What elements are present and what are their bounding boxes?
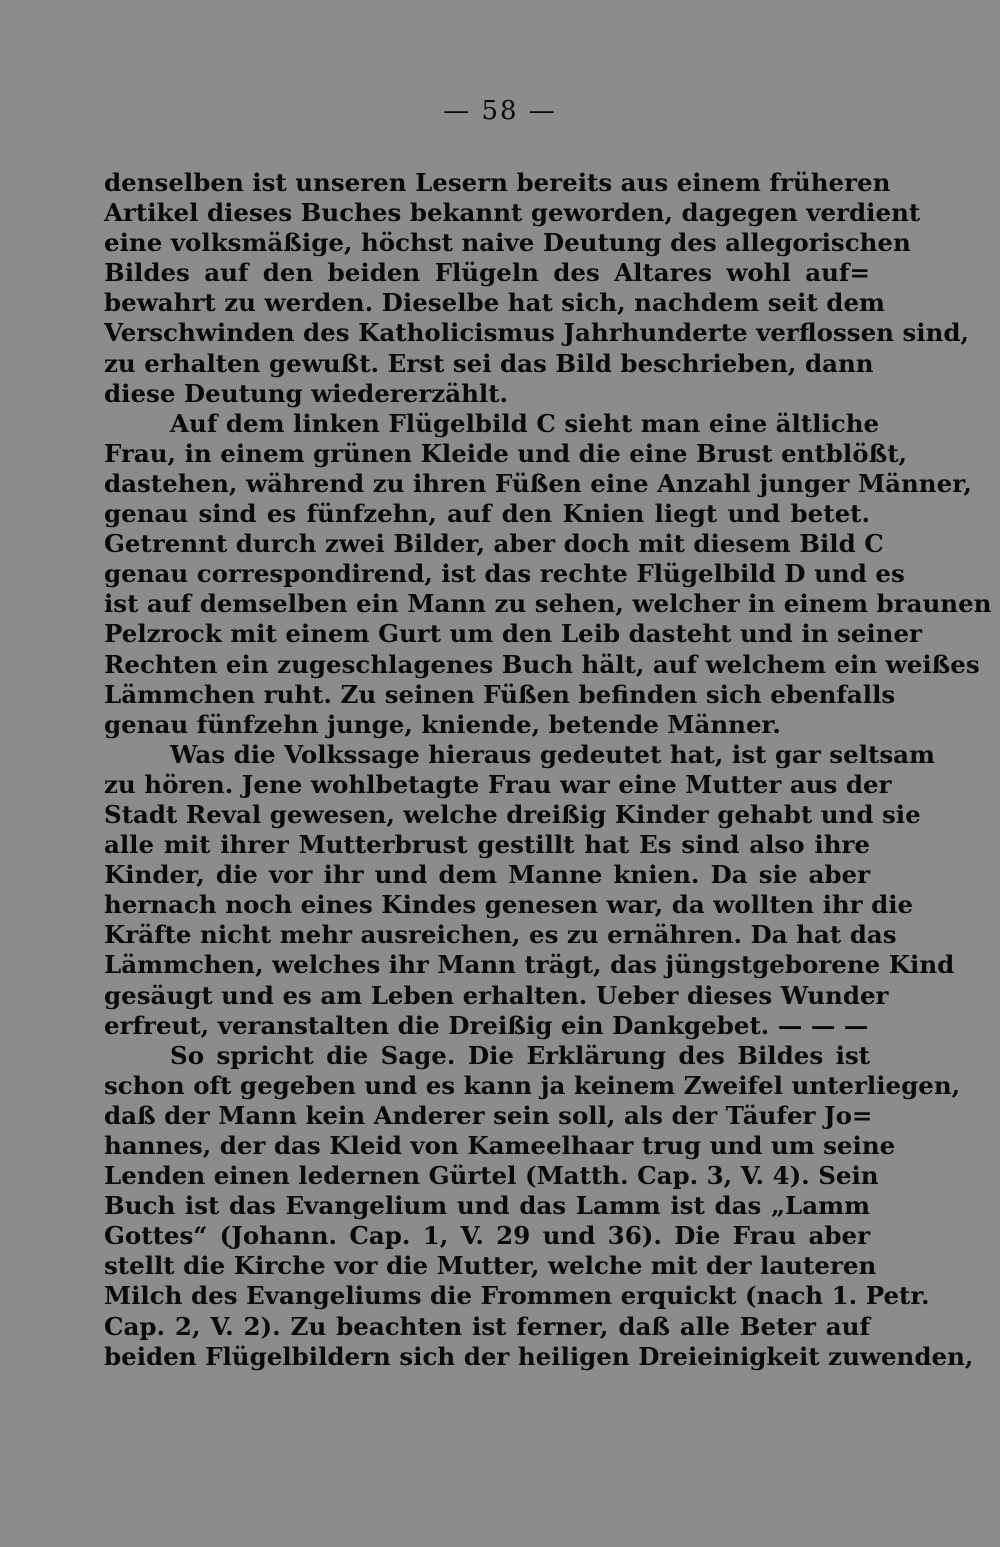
text-line: Kinder, die vor ihr und dem Manne knien. Da sie aber	[104, 860, 870, 890]
text-line: dastehen, während zu ihren Füßen eine Anzahl junger Männer,	[104, 468, 972, 498]
text-line: Cap. 2, V. 2). Zu beachten ist ferner, daß alle Beter auf	[104, 1311, 870, 1341]
text-line: Stadt Reval gewesen, welche dreißig Kinder gehabt und sie	[104, 799, 921, 829]
text-line: alle mit ihrer Mutterbrust gestillt hat Es sind also ihre	[104, 830, 870, 860]
text-line: Kräfte nicht mehr ausreichen, es zu ernähren. Da hat das	[104, 920, 897, 950]
text-line: schon oft gegeben und es kann ja keinem Zweifel unterliegen,	[104, 1070, 961, 1100]
text-line: ist auf demselben ein Mann zu sehen, welcher in einem braunen	[104, 589, 992, 619]
text-line: So spricht die Sage. Die Erklärung des Bildes ist	[170, 1040, 870, 1070]
text-line: Lämmchen, welches ihr Mann trägt, das jüngstgeborene Kind	[104, 950, 955, 980]
text-line: Frau, in einem grünen Kleide und die eine Brust entblößt,	[104, 438, 908, 468]
text-line: zu hören. Jene wohlbetagte Frau war eine Mutter aus der	[104, 769, 892, 799]
body-text	[104, 168, 992, 1372]
text-line: eine volksmäßige, höchst naive Deutung des allegorischen	[104, 228, 911, 258]
text-line: Verschwinden des Katholicismus Jahrhunderte verflossen sind,	[104, 318, 970, 348]
text-line: stellt die Kirche vor die Mutter, welche mit der lauteren	[104, 1251, 877, 1281]
text-line: Milch des Evangeliums die Frommen erquickt (nach 1. Petr.	[104, 1281, 930, 1311]
text-line: Rechten ein zugeschlagenes Buch hält, auf welchem ein weißes	[104, 649, 980, 679]
text-line: Bildes auf den beiden Flügeln des Altares wohl auf=	[104, 258, 870, 288]
text-line: zu erhalten gewußt. Erst sei das Bild beschrieben, dann	[104, 348, 874, 378]
text-line: diese Deutung wiedererzählt.	[104, 378, 509, 408]
text-line: erfreut, veranstalten die Dreißig ein Dankgebet. — — —	[104, 1010, 869, 1040]
text-line: Lenden einen ledernen Gürtel (Matth. Cap. 3, V. 4). Sein	[104, 1161, 879, 1191]
text-line: genau fünfzehn junge, kniende, betende Männer.	[104, 709, 781, 739]
text-line: Getrennt durch zwei Bilder, aber doch mit diesem Bild C	[104, 529, 884, 559]
text-line: gesäugt und es am Leben erhalten. Ueber dieses Wunder	[104, 980, 889, 1010]
text-line: beiden Flügelbildern sich der heiligen Dreieinigkeit zuwenden,	[104, 1341, 974, 1371]
text-line: genau correspondirend, ist das rechte Flügelbild D und es	[104, 559, 905, 589]
text-line: daß der Mann kein Anderer sein soll, als der Täufer Jo=	[104, 1100, 873, 1130]
text-line: Buch ist das Evangelium und das Lamm ist das „Lamm	[104, 1191, 870, 1221]
text-line: Was die Volkssage hieraus gedeutet hat, ist gar seltsam	[170, 739, 935, 769]
text-line: hernach noch eines Kindes genesen war, da wollten ihr die	[104, 890, 914, 920]
text-line: genau sind es fünfzehn, auf den Knien liegt und betet.	[104, 499, 870, 529]
text-line: Gottes“ (Johann. Cap. 1, V. 29 und 36). Die Frau aber	[104, 1221, 870, 1251]
text-line: Artikel dieses Buches bekannt geworden, dagegen verdient	[104, 198, 921, 228]
text-line: Pelzrock mit einem Gurt um den Leib dasteht und in seiner	[104, 619, 922, 649]
page-number: — 58 —	[443, 96, 557, 126]
text-line: denselben ist unseren Lesern bereits aus einem früheren	[104, 168, 891, 197]
text-line: bewahrt zu werden. Dieselbe hat sich, nachdem seit dem	[104, 288, 885, 318]
text-line: Auf dem linken Flügelbild C sieht man eine ältliche	[170, 408, 880, 438]
text-line: Lämmchen ruht. Zu seinen Füßen befinden sich ebenfalls	[104, 679, 896, 709]
text-line: hannes, der das Kleid von Kameelhaar trug und um seine	[104, 1131, 896, 1160]
